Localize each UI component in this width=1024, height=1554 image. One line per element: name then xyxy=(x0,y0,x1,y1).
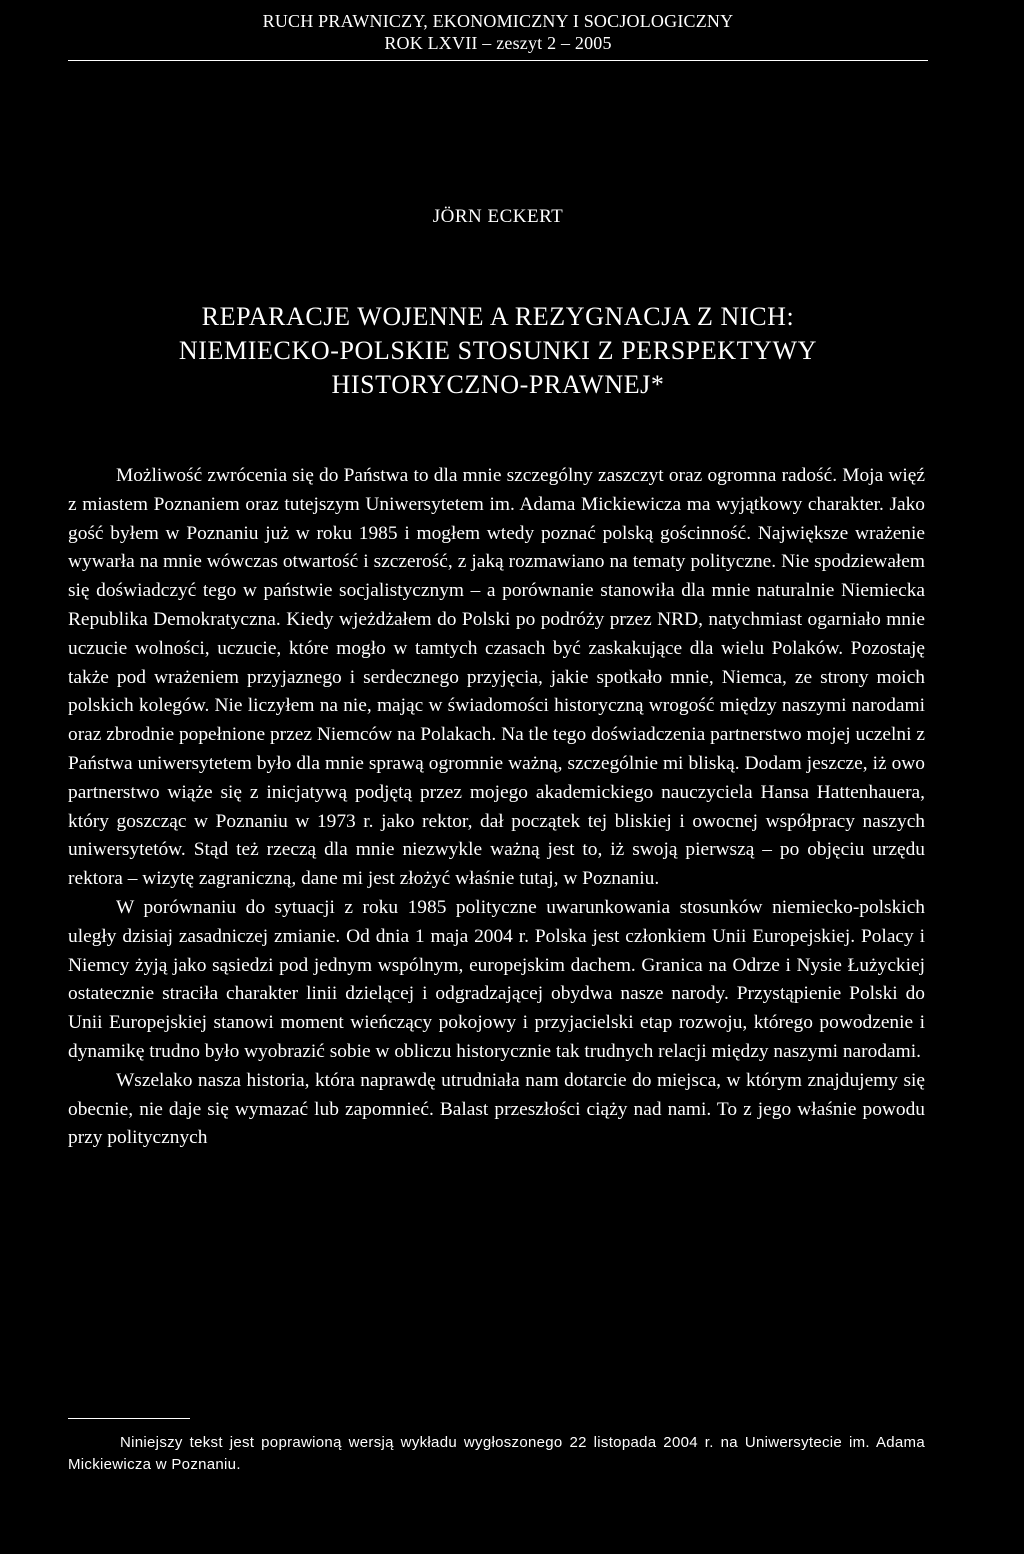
header-rule xyxy=(68,60,928,61)
title-line-2: NIEMIECKO-POLSKIE STOSUNKI Z PERSPEKTYWY xyxy=(178,336,818,365)
article-title xyxy=(68,300,928,402)
footnote-rule xyxy=(68,1418,190,1419)
paragraph-2: W porównaniu do sytuacji z roku 1985 polityczne uwarunkowania stosunków niemiecko-polskich uległy dzisiaj zasadniczej zmianie. Od dnia 1 maja 2004 r. Polska jest członkiem Unii Europejskiej. Polacy i Niemcy żyją jako sąsiedzi pod jednym wspólnym, europejskim dachem. Granica na Odrze i Nysie Łużyckiej ostatecznie straciła charakter linii dzielącej i odgradzającej obydwa nasze narody. Przystąpienie Polski do Unii Europejskiej stanowi moment wieńczący pokojowy i przyjacielski etap rozwoju, którego powodzenie i dynamikę trudno było wyobrazić sobie w obliczu historycznie tak trudnych relacji między naszymi narodami. xyxy=(68,896,925,1062)
journal-name: RUCH PRAWNICZY, EKONOMICZNY I SOCJOLOGICZNY xyxy=(262,11,734,31)
title-line-3: HISTORYCZNO-PRAWNEJ* xyxy=(331,370,665,399)
issue-info: ROK LXVII – zeszyt 2 – 2005 xyxy=(384,33,612,53)
author-name: JÖRN ECKERT xyxy=(432,206,564,227)
paragraph-3: Wszelako nasza historia, która naprawdę utrudniała nam dotarcie do miejsca, w którym znajdujemy się obecnie, nie daje się wymazać lub zapomnieć. Balast przeszłości ciąży nad nami. To z jego właśnie powodu przy politycznych xyxy=(68,1069,925,1149)
paragraph-1: Możliwość zwrócenia się do Państwa to dla mnie szczególny zaszczyt oraz ogromna radość. Moja więź z miastem Poznaniem oraz tutejszym Uniwersytetem im. Adama Mickiewicza ma wyjątkowy charakter. Jako gość byłem w Poznaniu już w roku 1985 i mogłem wtedy poznać polską gościnność. Największe wrażenie wywarła na mnie wówczas otwartość i szczerość, z jaką rozmawiano na tematy polityczne. Nie spodziewałem się doświadczyć tego w państwie socjalistycznym – a porównanie stanowiła dla mnie naturalnie Niemiecka Republika Demokratyczna. Kiedy wjeżdżałem do Polski po podróży przez NRD, natychmiast ogarniało mnie uczucie wolności, uczucie, które mogło w tamtych czasach być zaskakujące dla wielu Polaków. Pozostaję także pod wrażeniem przyjaznego i serdecznego przyjęcia, jakie spotkało mnie, Niemca, ze strony moich polskich kolegów. Nie liczyłem na nie, mając w świadomości historyczną wrogość między naszymi narodami oraz zbrodnie popełnione przez Niemców na Polakach. Na tle tego doświadczenia partnerstwo mojej uczelni z Państwa uniwersytetem było dla mnie sprawą ogromnie ważną, szczególnie mi bliską. Dodam jeszcze, iż owo partnerstwo wiąże się z inicjatywą podjętą przez mojego akademickiego nauczyciela Hansa Hattenhauera, który goszcząc w Poznaniu w 1973 r. jako rektor, dał początek tej bliskiej i owocnej współpracy naszych uniwersytetów. Stąd też rzeczą dla mnie niezwykle ważną jest to, iż swoją pierwszą – po objęciu urzędu rektora – wizytę zagraniczną, dane mi jest złożyć właśnie tutaj, w Poznaniu. xyxy=(68,465,925,890)
footnote: Niniejszy tekst jest poprawioną wersją wykładu wygłoszonego 22 listopada 2004 r. na Uniwersytecie im. Adama Mickiewicza w Poznaniu. xyxy=(68,1434,925,1473)
article-body xyxy=(68,462,925,1153)
title-line-1: REPARACJE WOJENNE A REZYGNACJA Z NICH: xyxy=(201,302,795,331)
running-head xyxy=(68,10,928,54)
